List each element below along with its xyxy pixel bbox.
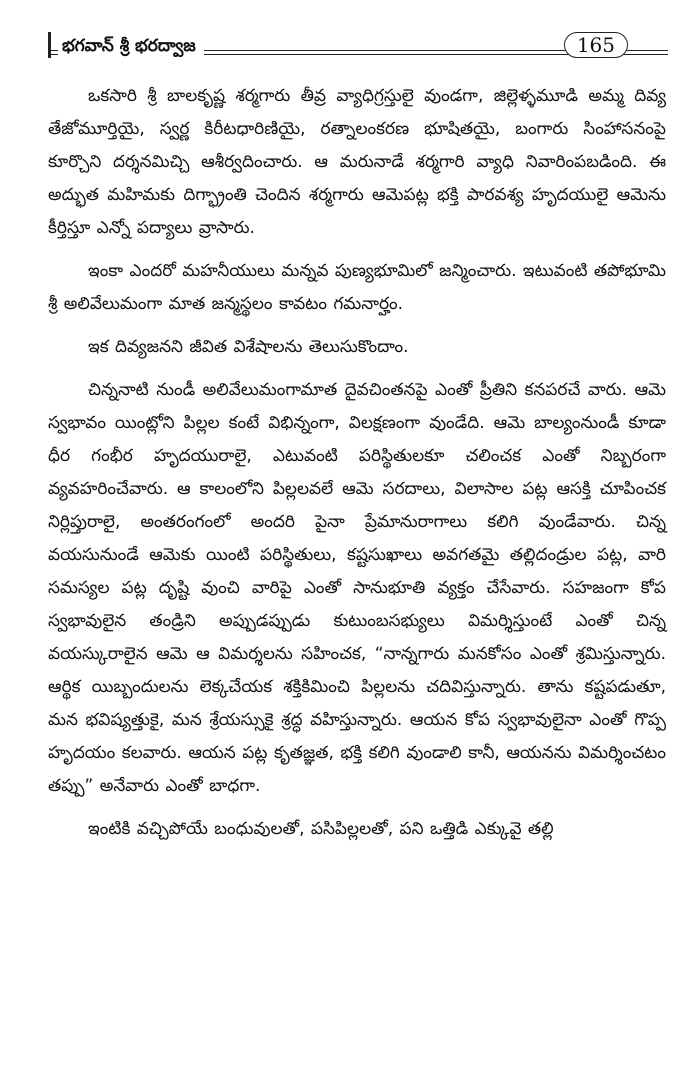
page-number: 165 [564,32,628,58]
book-page [48,32,668,1062]
paragraph: ఒకసారి శ్రీ బాలకృష్ణ శర్మగారు తీవ్ర వ్యాధిగ్రస్తులై వుండగా, జిల్లెళ్ళమూడి అమ్మ దివ్య తేజోమూర్తియై, స్వర్ణ కిరీటధారిణియై, రత్నాలంకరణ భూషితయై, బంగారు సింహాసనంపై కూర్చొని దర్శనమిచ్చి ఆశీర్వదించారు. ఆ మరునాడే శర్మగారి వ్యాధి నివారింపబడింది. ఈ అద్భుత మహిమకు దిగ్భ్రాంతి చెందిన శర్మగారు ఆమెపట్ల భక్తి పారవశ్య హృదయులై ఆమెను కీర్తిస్తూ ఎన్నో పద్యాలు వ్రాసారు. [48,86,666,238]
paragraph: ఇంటికి వచ్చిపోయే బంధువులతో, పసిపిల్లలతో, పని ఒత్తిడి ఎక్కువై తల్లి [88,819,554,839]
header-title: భగవాన్ శ్రీ భరద్వాజ [58,35,204,57]
running-header [48,32,668,62]
paragraph: ఇక దివ్యజనని జీవిత విశేషాలను తెలుసుకొందాం. [88,337,409,357]
paragraph: ఇంకా ఎందరో మహనీయులు మన్నవ పుణ్యభూమిలో జన్మించారు. ఇటువంటి తపోభూమి శ్రీ అలివేలుమంగా మాత జన్మస్థలం కావటం గమనార్హం. [48,261,666,314]
page-body [48,80,666,856]
paragraph: చిన్ననాటి నుండీ అలివేలుమంగామాత దైవచింతనపై ఎంతో ప్రీతిని కనపరచే వారు. ఆమె స్వభావం యింట్లోని పిల్లల కంటే విభిన్నంగా, విలక్షణంగా వుండేది. ఆమె బాల్యంనుండీ కూడా ధీర గంభీర హృదయురాలై, ఎటువంటి పరిస్థితులకూ చలించక ఎంతో నిబ్బరంగా వ్యవహరించేవారు. ఆ కాలంలోని పిల్లలవలే ఆమె సరదాలు, విలాసాల పట్ల ఆసక్తి చూపించక నిర్లిప్తురాలై, అంతరంగంలో అందరి పైనా ప్రేమానురాగాలు కలిగి వుండేవారు. చిన్న వయసునుండే ఆమెకు యింటి పరిస్థితులు, కష్టసుఖాలు అవగతమై తల్లిదండ్రుల పట్ల, వారి సమస్యల పట్ల దృష్టి వుంచి వారిపై ఎంతో సానుభూతి వ్యక్తం చేసేవారు. సహజంగా కోప స్వభావులైన తండ్రిని అప్పుడప్పుడు కుటుంబసభ్యులు విమర్శిస్తుంటే ఎంతో చిన్న వయస్కురాలైన ఆమె ఆ విమర్శలను సహించక, “నాన్నగారు మనకోసం ఎంతో శ్రమిస్తున్నారు. ఆర్థిక యిబ్బందులను లెక్కచేయక శక్తికిమించి పిల్లలను చదివిస్తున్నారు. తాను కష్టపడుతూ, మన భవిష్యత్తుకై, మన శ్రేయస్సుకై శ్రద్ధ వహిస్తున్నారు. ఆయన కోప స్వభావులైనా ఎంతో గొప్ప హృదయం కలవారు. ఆయన పట్ల కృతజ్ఞత, భక్తి కలిగి వుండాలి కానీ, ఆయనను విమర్శించటం తప్పు” అనేవారు ఎంతో బాధగా. [48,380,666,796]
